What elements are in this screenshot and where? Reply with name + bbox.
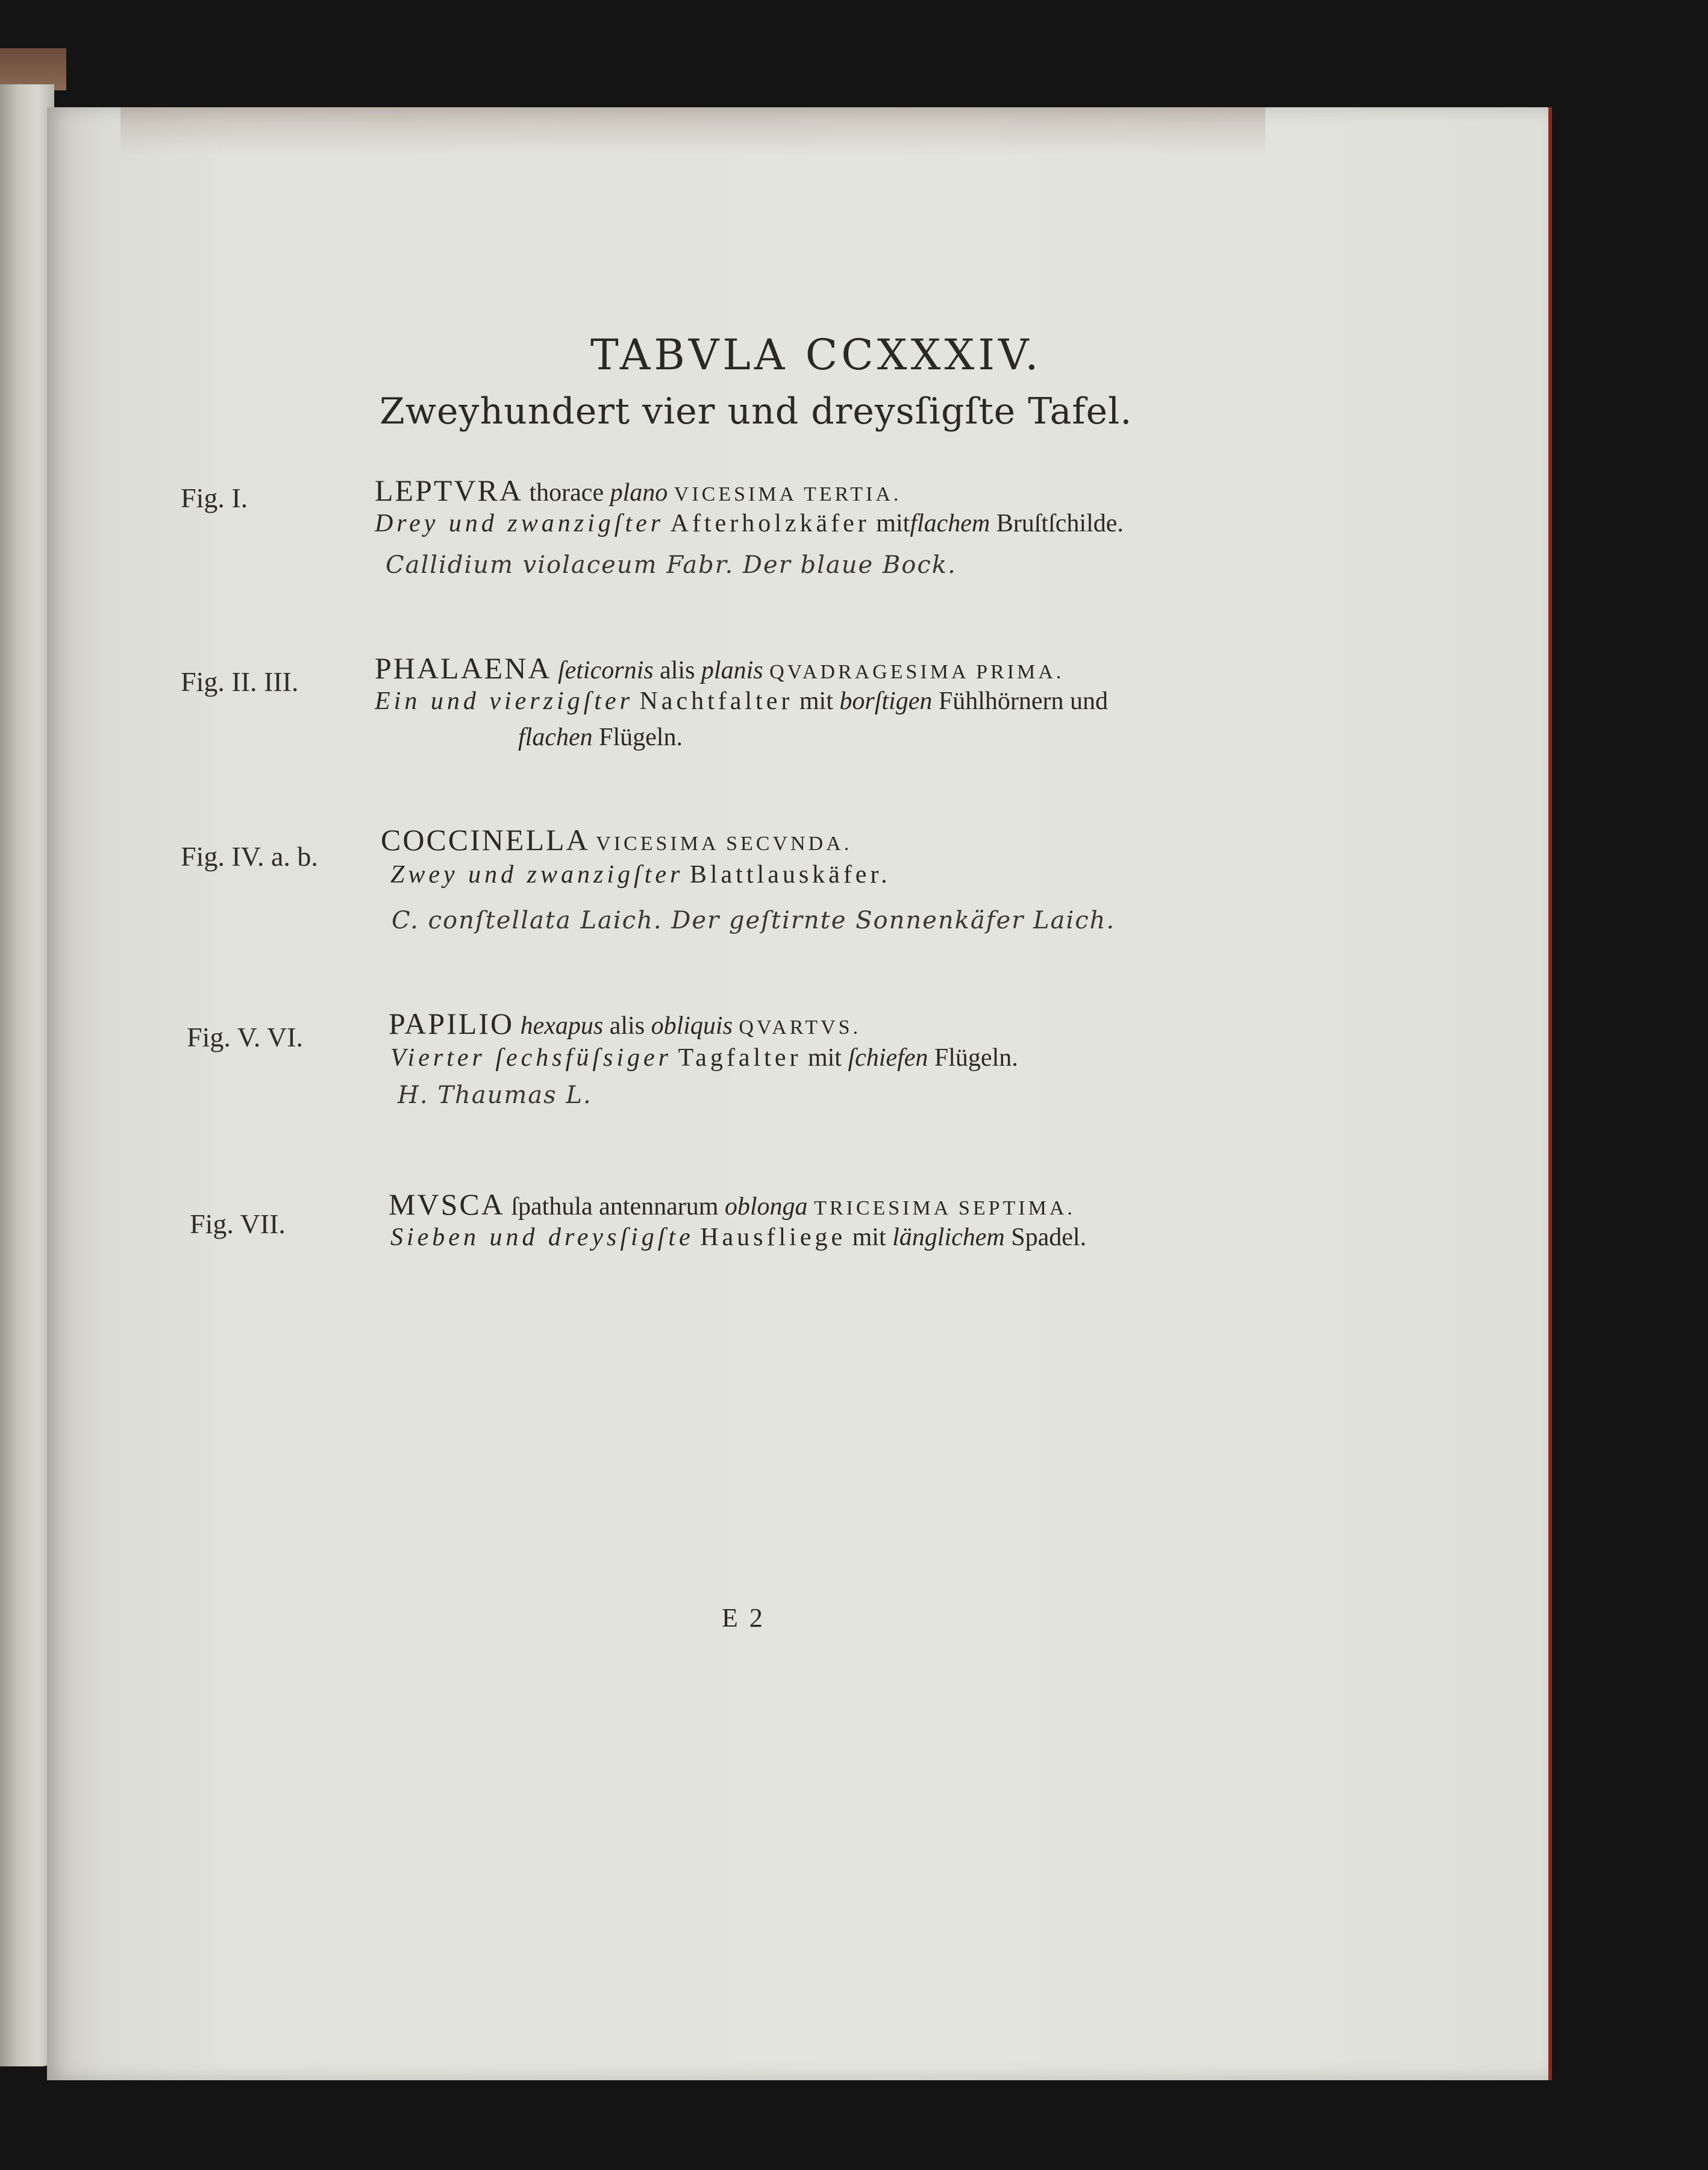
entry-2-german-spaced: Nachtfalter — [639, 687, 793, 715]
entry-1-handwritten-note: Callidium violaceum Fabr. Der blaue Bock. — [386, 551, 957, 579]
entry-5-german-end: Spadel. — [1011, 1224, 1087, 1251]
entry-4-handwritten-note: H. Thaumas L. — [398, 1081, 592, 1109]
entry-4-latin-rest: alis — [609, 1012, 645, 1040]
fig-label-5: Fig. VII. — [190, 1209, 286, 1239]
entry-5-german-spaced: Hausfliege — [700, 1224, 846, 1251]
fig-label-1: Fig. I. — [181, 483, 248, 513]
entry-2-latin-caps: QVADRAGESIMA PRIMA. — [769, 661, 1065, 683]
entry-5-german-ital: Sieben und dreysſigſte — [390, 1224, 694, 1251]
entry-2-latin-rest: alis — [660, 657, 695, 684]
entry-4-german-ital2: ſchiefen — [848, 1044, 928, 1072]
entry-3-german-ital: Zwey und zwanzigſter — [390, 861, 684, 889]
page-top-stain — [120, 107, 1265, 155]
entry-5-latin-rest: ſpathula antennarum — [511, 1193, 719, 1221]
entry-1-latin — [375, 473, 901, 508]
entry-4-latin-caps: QVARTVS. — [739, 1016, 862, 1039]
fig-label-3: Fig. IV. a. b. — [181, 841, 318, 872]
entry-5-latin-caps: TRICESIMA SEPTIMA. — [814, 1197, 1075, 1219]
entry-4-genus: PAPILIO — [389, 1007, 515, 1040]
entry-1-german-end: Bruſtſchilde. — [996, 510, 1124, 537]
entry-3-german-spaced: Blattlauskäfer. — [689, 861, 891, 889]
entry-1-latin-ital: plano — [610, 479, 668, 507]
entry-3-genus: COCCINELLA — [381, 823, 590, 857]
entry-4-latin — [389, 1006, 861, 1041]
entry-5-genus: MVSCA — [389, 1187, 505, 1221]
entry-4-latin-ital: hexapus — [520, 1012, 604, 1040]
entry-1-german-mit: mit — [876, 510, 910, 537]
entry-1-german-ital2: flachem — [910, 510, 990, 537]
entry-2-german-end: Fühlhörnern und — [938, 687, 1109, 715]
entry-2-genus: PHALAENA — [375, 651, 552, 685]
entry-2-latin — [375, 651, 1064, 686]
entry-1-latin-rest: thorace — [529, 479, 604, 507]
page-subtitle: Zweyhundert vier und dreysſigſte Tafel. — [380, 390, 1133, 433]
entry-5-latin-ital: oblonga — [724, 1193, 808, 1221]
entry-4-german-ital: Vierter ſechsfüſsiger — [390, 1044, 672, 1072]
entry-4-german — [390, 1043, 1018, 1072]
entry-2-latin-ital2: planis — [701, 657, 763, 684]
entry-4-german-spaced: Tagfalter — [678, 1044, 802, 1072]
entry-1-german — [375, 509, 1124, 538]
entry-1-latin-caps: VICESIMA TERTIA. — [674, 483, 902, 505]
entry-5-german-mit: mit — [852, 1224, 886, 1251]
entry-3-german — [390, 860, 891, 889]
entry-4-latin-ital2: obliquis — [651, 1012, 733, 1040]
fig-label-2: Fig. II. III. — [181, 666, 299, 697]
entry-3-latin-caps: VICESIMA SECVNDA. — [596, 833, 852, 855]
entry-3-latin — [381, 822, 852, 857]
entry-1-german-ital: Drey und zwanzigſter — [375, 510, 665, 537]
page-edge-red — [1548, 107, 1552, 2080]
entry-5-german-ital2: länglichem — [892, 1224, 1005, 1251]
entry-2-german-ital: Ein und vierzigſter — [375, 687, 633, 715]
entry-3-handwritten-note: C. conſtellata Laich. Der geſtirnte Sonnenkäfer Laich. — [392, 907, 1116, 934]
entry-2-german — [375, 687, 1108, 716]
entry-4-german-end: Flügeln. — [934, 1044, 1018, 1072]
entry-2-german-line2 — [518, 723, 683, 752]
entry-5-german — [390, 1223, 1086, 1252]
fig-label-4: Fig. V. VI. — [187, 1022, 304, 1052]
entry-2-german-ital2: borſtigen — [839, 687, 933, 715]
entry-1-german-spaced: Afterholzkäfer — [670, 510, 870, 537]
page-title: TABVLA CCXXXIV. — [590, 330, 1042, 380]
entry-2-german-mit: mit — [799, 687, 833, 715]
entry-2-german-line2-end: Flügeln. — [599, 724, 683, 751]
entry-5-latin — [389, 1187, 1075, 1222]
previous-page-edge — [0, 84, 54, 2066]
entry-4-german-mit: mit — [807, 1044, 842, 1072]
entry-2-german-line2-ital: flachen — [518, 724, 593, 751]
entry-2-latin-ital: ſeticornis — [557, 657, 654, 684]
signature-mark: E 2 — [722, 1603, 765, 1633]
entry-1-genus: LEPTVRA — [375, 474, 523, 507]
